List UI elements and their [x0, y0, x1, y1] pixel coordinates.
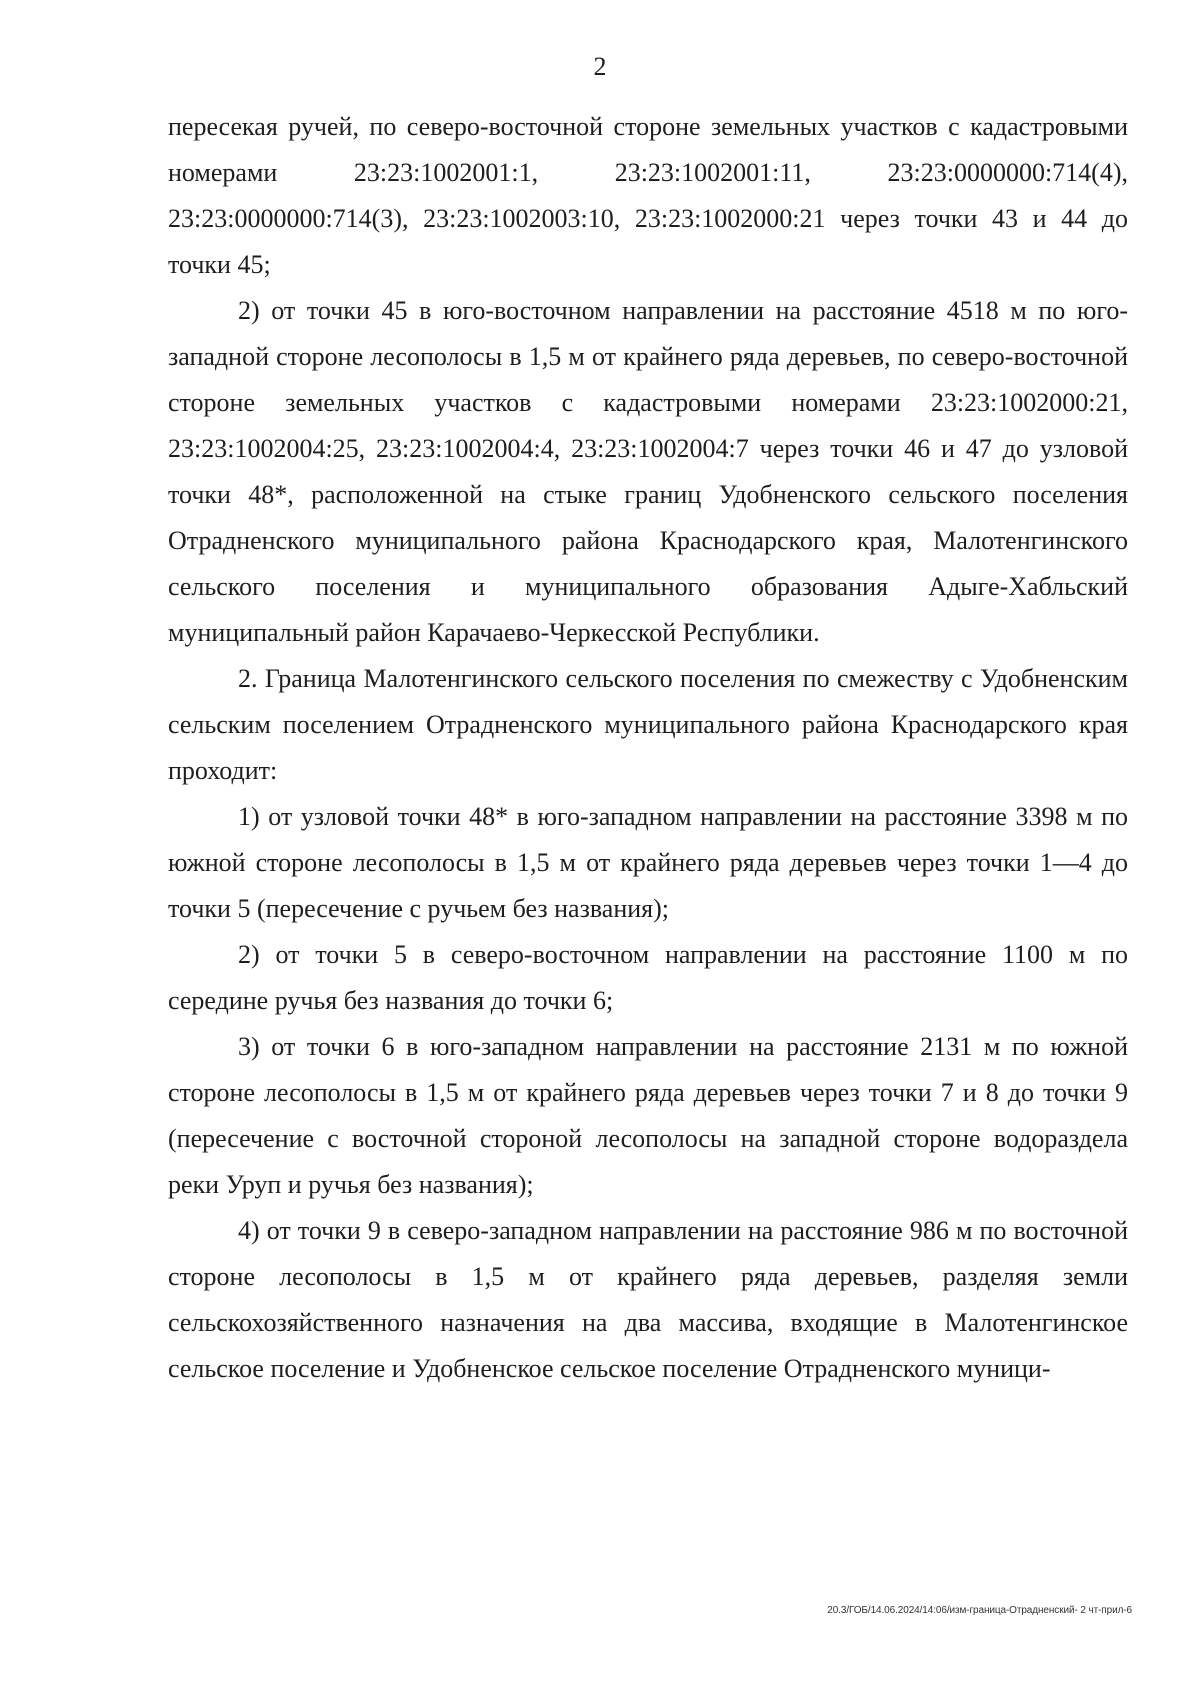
- paragraph-section-2: 2. Граница Малотенгинского сельского поселения по смежеству с Удобненским сельским поселением Отрадненского муниципального района Краснодарского края проходит:: [168, 664, 1128, 785]
- paragraph-item-3: 3) от точки 6 в юго-западном направлении на расстояние 2131 м по южной стороне лесополосы в 1,5 м от крайнего ряда деревьев через точки 7 и 8 до точки 9 (пересечение с восточной стороной лесополосы на западной стороне водораздела реки Уруп и ручья без названия);: [168, 1032, 1128, 1199]
- footer-document-code: 20.3/ГОБ/14.06.2024/14:06/изм-граница-Отрадненский- 2 чт-прил-6: [827, 1605, 1132, 1616]
- paragraph-item-1: 1) от узловой точки 48* в юго-западном направлении на расстояние 3398 м по южной стороне лесополосы в 1,5 м от крайнего ряда деревьев через точки 1—4 до точки 5 (пересечение с ручьем без названия);: [168, 802, 1128, 923]
- document-body: [168, 104, 1128, 1392]
- paragraph-item-2b: 2) от точки 5 в северо-восточном направлении на расстояние 1100 м по середине ручья без названия до точки 6;: [168, 940, 1128, 1015]
- paragraph-item-2: 2) от точки 45 в юго-восточном направлении на расстояние 4518 м по юго-западной стороне лесополосы в 1,5 м от крайнего ряда деревьев, по северо-восточной стороне земельных участков с кадастровыми номерами 23:23:1002000:21, 23:23:1002004:25, 23:23:1002004:4, 23:23:1002004:7 через точки 46 и 47 до узловой точки 48*, расположенной на стыке границ Удобненского сельского поселения Отрадненского муниципального района Краснодарского края, Малотенгинского сельского поселения и муниципального образования Адыге-Хабльский муниципальный район Карачаево-Черкесской Республики.: [168, 296, 1128, 647]
- paragraph-continuation: пересекая ручей, по северо-восточной стороне земельных участков с кадастровыми номерами 23:23:1002001:1, 23:23:1002001:11, 23:23:0000000:714(4), 23:23:0000000:714(3), 23:23:1002003:10, 23:23:1002000:21 через точки 43 и 44 до точки 45;: [168, 112, 1128, 279]
- page-number: 2: [593, 52, 607, 81]
- paragraph-item-4: 4) от точки 9 в северо-западном направлении на расстояние 986 м по восточной стороне лесополосы в 1,5 м от крайнего ряда деревьев, разделяя земли сельскохозяйственного назначения на два массива, входящие в Малотенгинское сельское поселение и Удобненское сельское поселение Отрадненского муници-: [168, 1216, 1128, 1383]
